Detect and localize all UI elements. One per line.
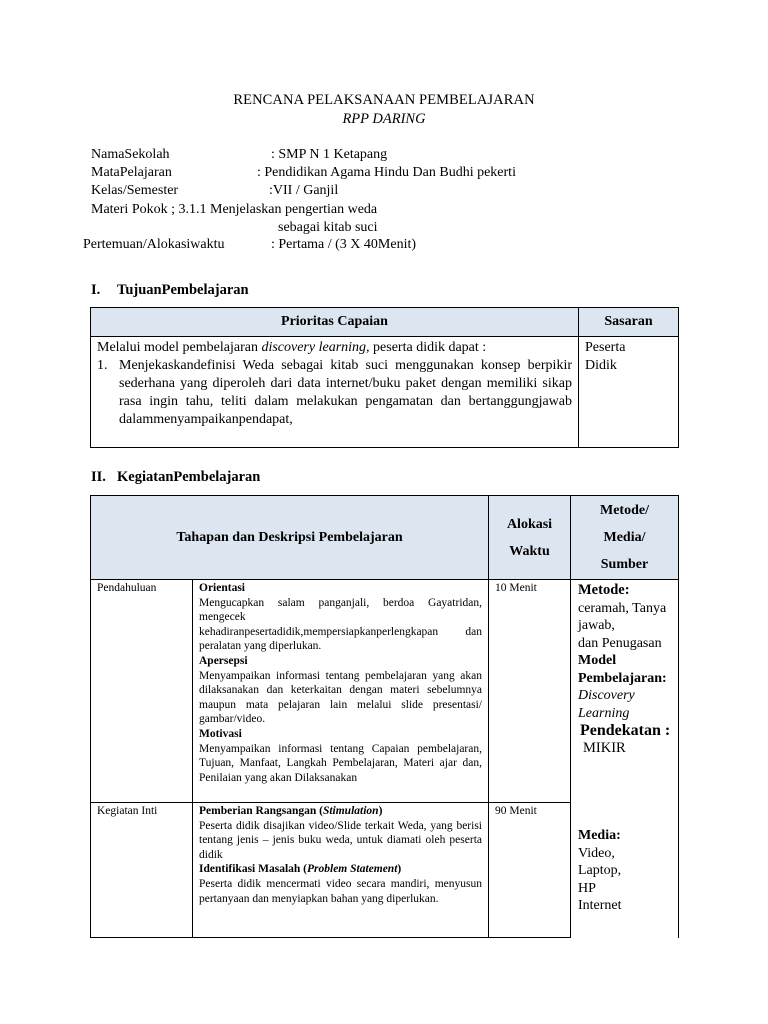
header-method-2: Media/ <box>603 530 646 545</box>
model-label-2: Pembelajaran: <box>578 670 667 686</box>
target-cell <box>579 337 679 448</box>
subject-value: : Pendidikan Agama Hindu Dan Budhi pekerti <box>257 165 516 180</box>
school-value: : SMP N 1 Ketapang <box>271 147 388 162</box>
time-intro: 10 Menit <box>489 580 571 803</box>
list-item <box>97 357 572 429</box>
prob-pre: Identifikasi Masalah ( <box>199 863 307 876</box>
media-line-4: Internet <box>578 898 622 913</box>
intro-text-orientasi: Mengucapkan salam panganjali, berdoa Gayatridan, mengecek kehadiranpesertadidik,mempersiapkanperlengkapan dan peralatan yang diperlukan. <box>199 596 482 653</box>
document-subtitle: RPP DARING <box>342 111 426 127</box>
objective-cell <box>91 337 579 448</box>
section-1-number: I. <box>91 282 101 298</box>
stage-intro-description <box>193 580 489 803</box>
materi-line-2: sebagai kitab suci <box>278 220 378 235</box>
intro-italic: discovery learning, <box>261 340 370 355</box>
intro-text-motivasi: Menyampaikan informasi tentang Capaian pembelajaran, Tujuan, Manfaat, Langkah Pembelajaran, Materi ajar dan, Penilaian yang akan Dilaksanakan <box>199 742 482 784</box>
meeting-value: : Pertama / (3 X 40Menit) <box>271 237 417 252</box>
intro-text-apersepsi: Menyampaikan informasi tentang pembelajaran yang akan dilaksanakan dan keterkaitan dengan materi sebelumnya maupun mata pelajaran lain melalui slide presentasi/ gambar/video. <box>199 669 482 726</box>
activities-table <box>90 495 679 938</box>
metode-line-2: dan Penugasan <box>578 635 662 651</box>
core-heading-stimulation <box>199 804 482 819</box>
stim-post: ) <box>378 805 383 817</box>
model-label-1: Model <box>578 653 617 668</box>
header-stage: Tahapan dan Deskripsi Pembelajaran <box>91 496 489 580</box>
header-allocation-1: Alokasi <box>506 516 553 532</box>
core-heading-problem <box>199 862 482 877</box>
list-text: Menjekaskandefinisi Weda sebagai kitab suci menggunakan konsep berpikir sederhana yang diperoleh dari data internet/buku paket dengan memiliki sikap rasa ingin tahu, teliti dalam melakukan pengamatan dan bertanggungjawab dalammenyampaikanpendapat, <box>119 358 572 427</box>
core-text-problem: Peserta didik mencermati video secara mandiri, menyusun pertanyaan dan menyiapkan bahan yang diperlukan. <box>199 877 482 905</box>
document-title: RENCANA PELAKSANAAN PEMBELAJARAN <box>233 92 535 108</box>
class-label: Kelas/Semester <box>91 183 179 198</box>
metode-line-1: ceramah, Tanya jawab, <box>578 600 667 633</box>
header-allocation <box>489 496 571 580</box>
media-line-3: HP <box>578 880 596 896</box>
media-line-2: Laptop, <box>578 863 622 878</box>
intro-heading-orientasi: Orientasi <box>199 582 245 594</box>
spacer <box>578 757 671 827</box>
prob-italic: Problem Statement <box>307 863 398 876</box>
model-value: Discovery Learning <box>578 688 635 721</box>
objective-list <box>97 357 572 429</box>
stage-core-description <box>193 803 489 938</box>
class-value: :VII / Ganjil <box>269 183 339 198</box>
meeting-label: Pertemuan/Alokasiwaktu <box>83 237 225 252</box>
intro-heading-apersepsi: Apersepsi <box>199 654 248 667</box>
stage-core: Kegiatan Inti <box>91 803 193 938</box>
materi-line-1: Materi Pokok ; 3.1.1 Menjelaskan pengertian weda <box>91 202 378 217</box>
header-method <box>571 496 679 580</box>
section-2-title: KegiatanPembelajaran <box>117 469 261 485</box>
section-1-title: TujuanPembelajaran <box>117 282 249 298</box>
header-priority: Prioritas Capaian <box>91 308 579 337</box>
target-line-1: Peserta <box>585 340 626 355</box>
pendekatan-value: MIKIR <box>583 739 626 756</box>
list-number: 1. <box>97 358 108 373</box>
subject-label: MataPelajaran <box>91 165 172 180</box>
intro-prefix: Melalui model pembelajaran <box>97 340 262 355</box>
intro-suffix: peserta didik dapat : <box>369 340 487 355</box>
header-target: Sasaran <box>579 308 679 337</box>
method-media-cell <box>571 580 679 938</box>
objective-intro <box>97 339 572 357</box>
core-text-stimulation: Peserta didik disajikan video/Slide terkait Weda, yang berisi tentang jenis – jenis buku weda, untuk diamati oleh peserta didik <box>199 819 482 861</box>
objectives-table <box>90 307 679 448</box>
header-method-3: Sumber <box>600 557 649 572</box>
media-line-1: Video, <box>578 845 615 861</box>
target-line-2: Didik <box>585 358 617 373</box>
media-label: Media: <box>578 828 621 843</box>
section-2-heading <box>91 469 260 486</box>
intro-heading-motivasi: Motivasi <box>199 727 242 740</box>
school-label: NamaSekolah <box>91 147 170 162</box>
prob-post: ) <box>397 863 402 876</box>
section-1-heading <box>91 282 249 299</box>
stim-italic: Stimulation <box>322 805 379 817</box>
header-allocation-2: Waktu <box>509 543 550 559</box>
section-2-number: II. <box>91 469 106 485</box>
header-method-1: Metode/ <box>600 503 649 518</box>
metode-label: Metode: <box>578 582 630 598</box>
stage-intro: Pendahuluan <box>91 580 193 803</box>
time-core: 90 Menit <box>489 803 571 938</box>
stim-pre: Pemberian Rangsangan ( <box>199 805 323 817</box>
pendekatan-label: Pendekatan : <box>580 722 671 739</box>
